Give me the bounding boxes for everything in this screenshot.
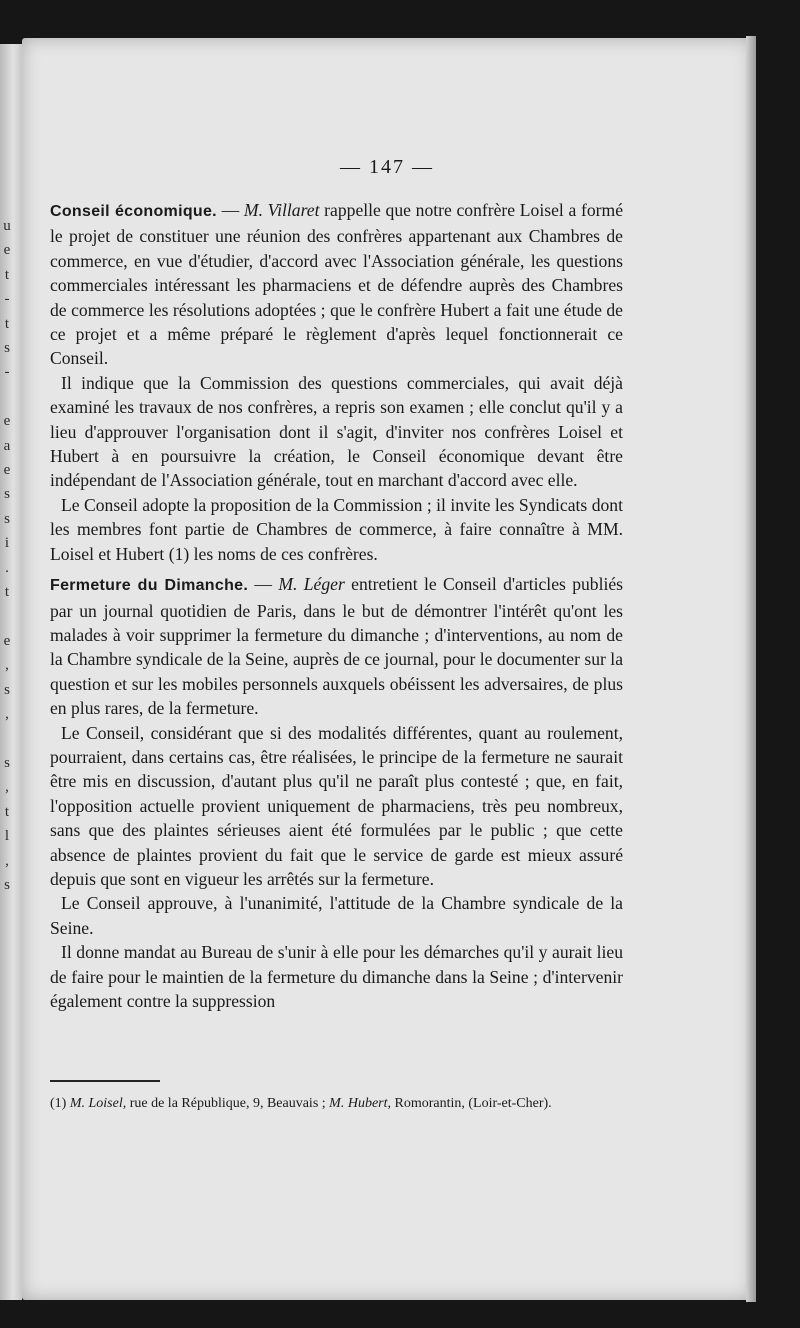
speaker-name: M. Léger	[278, 574, 345, 595]
footnote	[50, 1094, 623, 1114]
footnote-rule	[50, 1080, 160, 1082]
margin-letter: e	[3, 632, 11, 649]
dash: —	[216, 200, 244, 220]
margin-letter: s	[4, 340, 10, 357]
body-text	[50, 198, 623, 1013]
margin-letter: ,	[5, 779, 9, 796]
left-page-edge	[0, 44, 22, 1300]
margin-letter: s	[4, 510, 10, 527]
margin-letter: .	[5, 559, 9, 576]
margin-letter: s	[4, 486, 10, 503]
paragraph-conseil-economique	[50, 198, 623, 371]
footnote-text: , Romorantin, (Loir-et-Cher).	[387, 1096, 552, 1111]
paragraph-text: entretient le Conseil d'articles publiés par un journal quotidien de Paris, dans le but de démontrer l'intérêt qu'ont les malades à voir supprimer la fermeture du dimanche ; d'interventions, au nom de la Chambre syndicale de la Seine, auprès de ce journal, pour le documenter sur la question et sur les mobiles personnels auxquels obéissent les adversaires, de plus en plus rares, de la fermeture.	[50, 574, 624, 719]
margin-letter: a	[3, 437, 11, 454]
margin-letter: t	[4, 315, 10, 332]
page-stack-edge	[746, 36, 756, 1302]
margin-letter: ,	[5, 657, 9, 674]
footnote-text: , rue de la République, 9, Beauvais ;	[122, 1096, 330, 1111]
left-page-text-fragments	[0, 214, 14, 897]
margin-letter: l	[4, 828, 10, 845]
section-heading: Fermeture du Dimanche.	[50, 577, 249, 595]
margin-letter: i	[4, 535, 10, 552]
paragraph: Le Conseil approuve, à l'unanimité, l'attitude de la Chambre syndicale de la Seine.	[50, 893, 623, 938]
paragraph: Le Conseil, considérant que si des modalités différentes, quant au roulement, pourraient, dans certains cas, être réalisées, le principe de la fermeture ne saurait être mis en discussion, d'autant plus qu'il ne paraît plus contesté ; que, en fait, l'opposition actuelle provient uniquement de pharmaciens, très peu nombreux, sans que des plaintes sérieuses aient été formulées par le public ; que cette absence de plaintes provient du fait que le service de garde est mieux assuré depuis que sont en vigueur les arrêtés sur la fermeture.	[50, 722, 623, 889]
margin-letter: s	[4, 754, 10, 771]
footnote-name: M. Hubert	[329, 1096, 388, 1111]
margin-letter: t	[4, 584, 10, 601]
margin-letter: t	[4, 803, 10, 820]
margin-letter: s	[4, 681, 10, 698]
paragraph-text: rappelle que notre confrère Loisel a formé le projet de constituer une réunion des confrères appartenant aux Chambres de commerce, en vue d'étudier, d'accord avec l'Association générale, les questions commerciales intéressant les pharmaciens et de défendre auprès des Chambres de commerce les résolutions adoptées ; que le confrère Hubert a fait une étude de ce projet et a même préparé le règlement d'après lequel fonctionnerait ce Conseil.	[50, 200, 623, 369]
paragraph-fermeture-dimanche	[50, 572, 623, 720]
margin-letter: e	[3, 462, 11, 479]
margin-letter	[0, 605, 14, 629]
margin-letter: u	[3, 218, 11, 234]
page-number: — 147 —	[340, 156, 434, 178]
margin-letter: t	[4, 266, 10, 283]
paragraph: Il indique que la Commission des questions commerciales, qui avait déjà examiné les travaux de nos confrères, a repris son examen ; elle conclut qu'il y a lieu d'approuver l'organisation dont il s'agit, d'inviter nos confrères Loisel et Hubert à en poursuivre la création, le Conseil économique devant être indépendant de l'Association générale, tout en marchant d'accord avec elle.	[50, 372, 623, 491]
margin-letter: ,	[5, 706, 9, 723]
dash: —	[248, 574, 279, 595]
paragraph: Le Conseil adopte la proposition de la Commission ; il invite les Syndicats dont les membres font partie de Chambres de commerce, à faire connaître à MM. Loisel et Hubert (1) les noms de ces confrères.	[50, 494, 623, 564]
speaker-name: M. Villaret	[243, 200, 320, 220]
margin-letter	[0, 385, 14, 409]
margin-letter: -	[4, 291, 10, 308]
footnote-name: M. Loisel	[69, 1096, 123, 1111]
margin-letter: ,	[5, 852, 9, 869]
paragraph: Il donne mandat au Bureau de s'unir à elle pour les démarches qu'il y aurait lieu de faire pour le maintien de la fermeture du dimanche dans la Seine ; d'intervenir également contre la suppression	[50, 942, 623, 1011]
margin-letter	[0, 727, 14, 751]
margin-letter: -	[4, 364, 10, 381]
margin-letter: s	[4, 876, 10, 893]
margin-letter: e	[3, 413, 11, 430]
footnote-mark: (1)	[50, 1096, 70, 1111]
margin-letter: e	[3, 242, 11, 259]
section-heading: Conseil économique.	[50, 203, 217, 220]
